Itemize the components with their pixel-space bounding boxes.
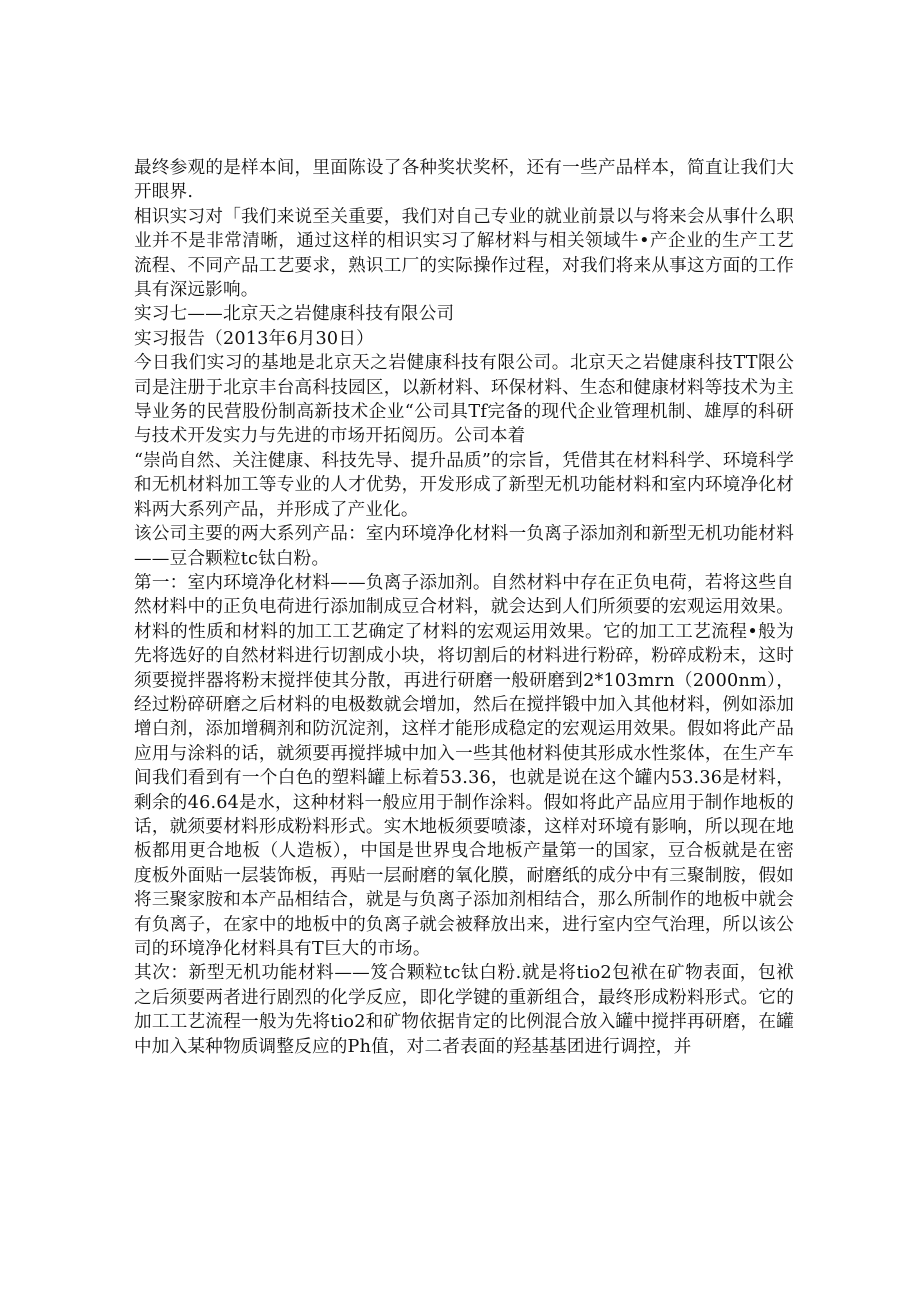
document-body	[134, 156, 794, 1059]
paragraph-internship-significance: 相识实习对「我们来说至关重要，我们对自己专业的就业前景以与将来会从事什么职业并不是非常清晰，通过这样的相识实习了解材料与相关领域牛•产企业的生产工艺流程、不同产品工艺要求，熟识工厂的实际操作过程，对我们将来从事这方面的工作具有深远影响。	[134, 206, 794, 301]
report-date-heading: 实习报告（2013年6月30日）	[134, 328, 374, 349]
paragraph-company-intro: 今日我们实习的基地是北京天之岩健康科技有限公司。北京天之岩健康科技TT限公司是注册于北京丰台高科技园区，以新材料、环保材料、生态和健康材料等技术为主导业务的民营股份制高新技术企业“公司具Tf完备的现代企业管理机制、雄厚的科研与技术开发实力与先进的市场开拓阅历。公司本着	[134, 353, 794, 447]
section-heading: 实习七——北京天之岩健康科技有限公司	[134, 304, 455, 325]
paragraph-product-series: 该公司主要的两大系列产品：室内环境净化材料一负离子添加剂和新型无机功能材料——豆合颗粒tc钛白粉。	[134, 524, 794, 569]
paragraph-first-product: 第一：室内环境净化材料——负离子添加剂。自然材料中存在正负电荷，若将这些自然材料中的正负电荷进行添加制成豆合材料，就会达到人们所须要的宏观运用效果。材料的性质和材料的加工工艺确定了材料的宏观运用效果。它的加工工艺流程•般为先将选好的自然材料进行切割成小块，将切割后的材料进行粉碎，粉碎成粉末，这时须要搅拌器将粉末搅拌使其分散，再进行研磨一般研磨到2*103mrn（2000nm），经过粉碎研磨之后材料的电极数就会增加，然后在搅拌锻中加入其他材料，例如添加增白剂，添加增稠剂和防沉淀剂，这样才能形成稳定的宏观运用效果。假如将此产品应用与涂料的话，就须要再搅拌城中加入一些其他材料使其形成水性浆体，在生产车间我们看到有一个白色的塑料罐上标着53.36，也就是说在这个罐内53.36是材料，剩余的46.64是水，这种材料一般应用于制作涂料。假如将此产品应用于制作地板的话，就须要材料形成粉料形式。实木地板须要喷漆，这样对环境有影响，所以现在地板都用更合地板（人造板），中国是世界曳合地板产量第一的国家，豆合板就是在密度板外面贴一层装饰板，再贴一层耐磨的氧化膜，耐磨纸的成分中有三聚制胺，假如将三聚家胺和本产品相结合，就是与负离子添加剂相结合，那么所制作的地板中就会有负离子，在家中的地板中的负离子就会被释放出来，进行室内空气治理，所以该公司的环境净化材料具有T巨大的市场。	[134, 572, 794, 959]
paragraph-company-tenet: “崇尚自然、关注健康、科技先导、提升品质”的宗旨，凭借其在材料科学、环境科学和无机材料加工等专业的人才优势，开发形成了新型无机功能材料和室内环境净化材料两大系列产品，并形成了产业化。	[134, 450, 794, 520]
paragraph-second-product: 其次：新型无机功能材料——笈合颗粒tc钛白粉.就是将tio2包袱在矿物表面，包袱之后须要两者进行剧烈的化学反应，即化学键的重新组合，最终形成粉料形式。它的加工工艺流程一般为先将tio2和矿物依据肯定的比例混合放入罐中搅拌再研磨，在罐中加入某种物质调整反应的Ph值，对二者表面的羟基基团进行调控，并	[134, 963, 794, 1057]
paragraph-sample-room: 最终参观的是样本间，里面陈设了各种奖状奖杯，还有一些产品样本，简直让我们大开眼界.	[134, 158, 794, 203]
